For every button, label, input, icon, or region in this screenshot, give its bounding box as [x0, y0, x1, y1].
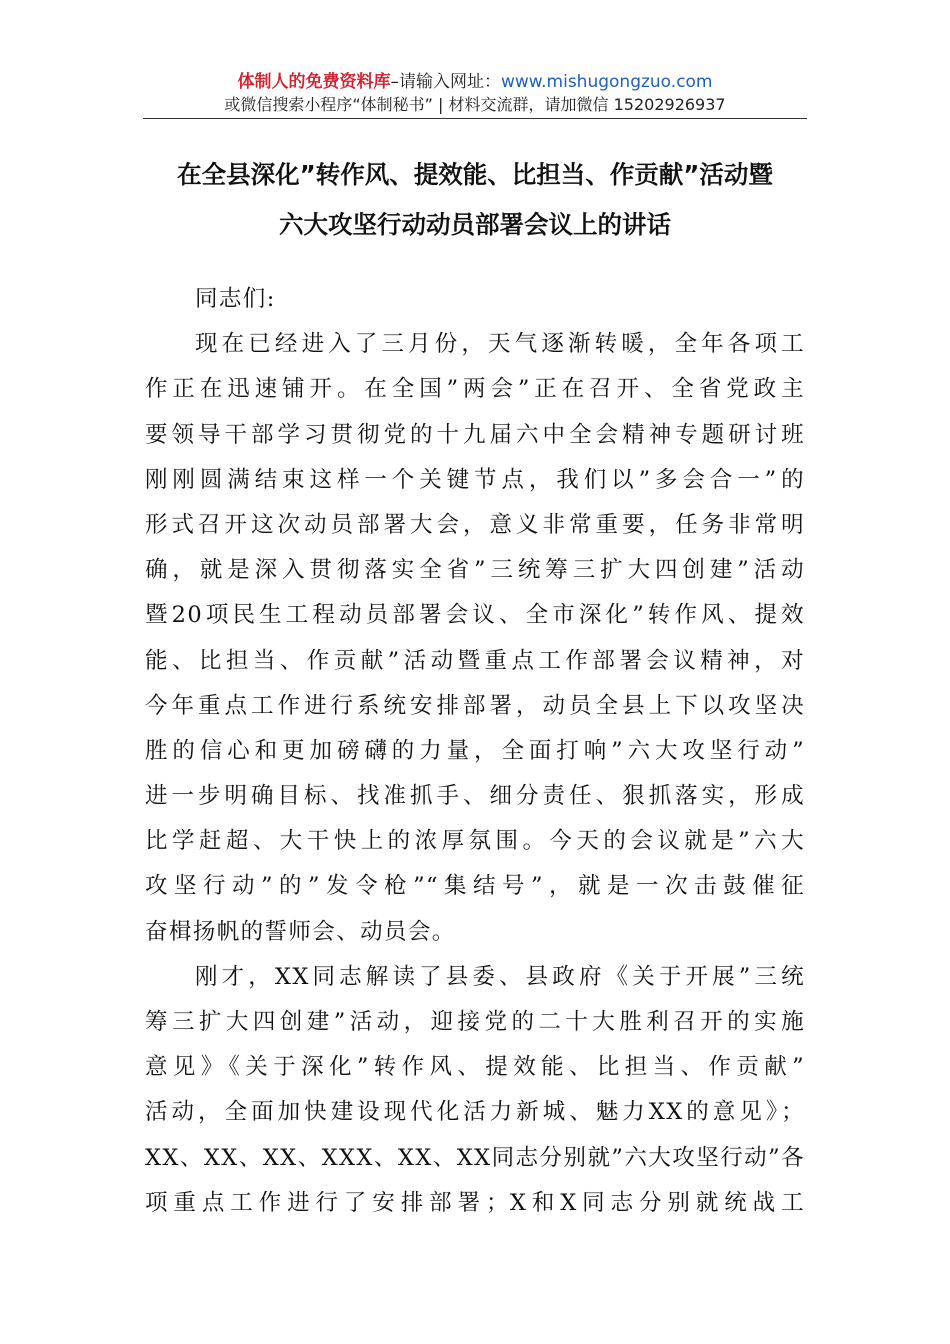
body-line: 项重点工作进行了安排部署；X和X同志分别就统战工: [145, 1189, 805, 1216]
body-line: 暨20项民生工程动员部署会议、全市深化”转作风、提效: [145, 602, 805, 629]
title-line-2: 六大攻坚行动动员部署会议上的讲话: [279, 210, 671, 239]
body-line: 要领导干部学习贯彻党的十九届六中全会精神专题研讨班: [145, 421, 805, 448]
header-url-link[interactable]: www.mishugongzuo.com: [500, 72, 713, 92]
salutation: 同志们:: [195, 286, 276, 312]
body-line: 作正在迅速铺开。在全国”两会”正在召开、全省党政主: [145, 376, 805, 403]
header-line-1: [0, 70, 950, 94]
body-line: 确，就是深入贯彻落实全省”三统筹三扩大四创建”活动: [145, 557, 805, 584]
header-prompt: –请输入网址：: [390, 72, 501, 92]
document-title: [0, 150, 950, 250]
body-line: 现在已经进入了三月份，天气逐渐转暖，全年各项工: [195, 331, 805, 358]
body-line: 形式召开这次动员部署大会，意义非常重要，任务非常明: [145, 511, 805, 538]
body-line: 筹三扩大四创建”活动，迎接党的二十大胜利召开的实施: [145, 1009, 805, 1035]
body-line: 意见》《关于深化”转作风、提效能、比担当、作贡献”: [145, 1054, 805, 1081]
header-line-2: 或微信搜索小程序“体制秘书” | 材料交流群，请加微信 15202926937: [224, 95, 726, 114]
header-divider: [143, 118, 807, 119]
document-body: [145, 277, 805, 1226]
body-line: 能、比担当、作贡献”活动暨重点工作部署会议精神，对: [145, 647, 805, 674]
header-brand: 体制人的免费资料库: [237, 72, 391, 92]
body-line: 比学赶超、大干快上的浓厚氛围。今天的会议就是”六大: [145, 828, 805, 855]
body-line: 奋楫扬帆的誓师会、动员会。: [145, 918, 456, 945]
body-line: 攻坚行动”的”发令枪”“集结号”，就是一次击鼓催征: [145, 873, 805, 900]
body-line: 刚才，XX同志解读了县委、县政府《关于开展”三统: [195, 963, 805, 990]
body-line: 活动，全面加快建设现代化活力新城、魅力XX的意见》；: [145, 1099, 805, 1126]
body-line: 刚刚圆满结束这样一个关键节点，我们以”多会合一”的: [145, 466, 805, 493]
body-line: 胜的信心和更加磅礴的力量，全面打响”六大攻坚行动”: [145, 737, 805, 764]
watermark-header: [0, 70, 950, 116]
body-line: 今年重点工作进行系统安排部署，动员全县上下以攻坚决: [145, 692, 805, 719]
body-line: XX、XX、XX、XXX、XX、XX同志分别就”六大攻坚行动”各: [145, 1144, 805, 1171]
title-line-1: 在全县深化”转作风、提效能、比担当、作贡献”活动暨: [177, 160, 773, 189]
body-line: 进一步明确目标、找准抓手、细分责任、狠抓落实，形成: [145, 783, 805, 810]
